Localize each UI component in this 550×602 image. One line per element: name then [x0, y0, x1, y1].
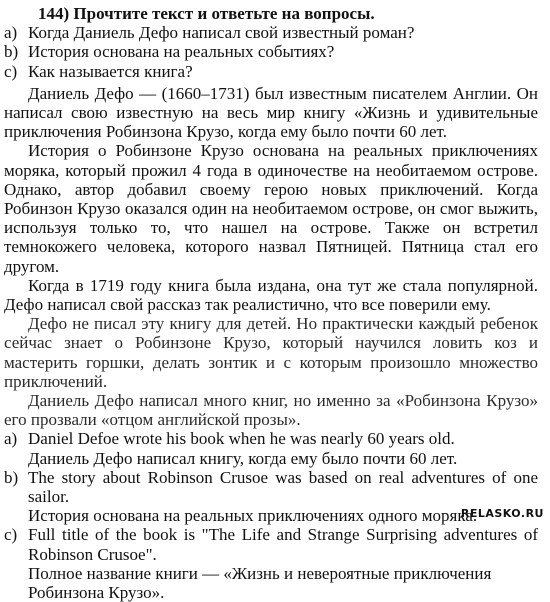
answer-russian: Даниель Дефо написал книгу, когда ему было почти 60 лет. — [28, 448, 458, 468]
paragraph: Когда в 1719 году книга была издана, она тут же стала популярной. Дефо написал свой рассказ так реалистично, что все поверили ему. — [4, 275, 538, 315]
question-item — [4, 62, 542, 81]
answer-russian: История основана на реальных приключениях одного моряка. — [28, 506, 478, 526]
paragraph: Дефо не писал эту книгу для детей. Но практически каждый ребенок сейчас знает о Робинзоне Крузо, который научился ловить коз и мастерить горшки, делать зонтик и с которым произошло множество приключений. — [4, 314, 538, 391]
question-marker: c) — [4, 61, 18, 81]
answer-marker: b) — [4, 467, 19, 487]
reading-text — [4, 84, 542, 430]
answer-russian: Полное название книги — «Жизнь и невероятные приключения Робинзона Крузо». — [28, 563, 492, 602]
answer-english: The story about Robinson Crusoe was based on real adventures of one sailor. — [28, 467, 538, 507]
answer-english: Full title of the book is "The Life and Strange Surprising adventures of Robinson Crusoe". — [28, 525, 538, 564]
question-text: Когда Даниель Дефо написал свой известный роман? — [28, 23, 415, 43]
question-item — [4, 42, 542, 61]
task-title: 144) Прочтите текст и ответьте на вопросы. — [38, 4, 375, 23]
question-text: История основана на реальных событиях? — [28, 42, 335, 62]
question-marker: a) — [4, 23, 18, 43]
paragraph: История о Робинзоне Крузо основана на реальных приключениях моряка, который прожил 4 года в одиночестве на необитаемом острове. Однако, автор добавил своему герою новых приключений. Когда Робинзон Крузо оказался один на необитаемом острове, он смог выжить, используя только то, что нашел на острове. Также он встретил темнокожего человека, которого назвал Пятницей. Пятница стал его другом. — [4, 141, 538, 276]
paragraph: Даниель Дефо — (1660–1731) был известным писателем Англии. Он написал свою известную на весь мир книгу «Жизнь и удивительные приключения Робинзона Крузо, когда ему было почти 60 лет. — [4, 83, 538, 142]
question-list — [4, 23, 542, 81]
answer-marker: a) — [4, 429, 18, 449]
question-text: Как называется книга? — [28, 61, 193, 81]
answer-english: Daniel Defoe wrote his book when he was nearly 60 years old. — [28, 429, 455, 449]
answer-marker: c) — [4, 525, 18, 545]
question-marker: b) — [4, 42, 19, 62]
site-watermark: RELASKO.RU — [460, 506, 544, 520]
paragraph: Даниель Дефо написал много книг, но именно за «Робинзона Крузо» его прозвали «отцом английской прозы». — [4, 391, 538, 430]
answer-item — [4, 525, 542, 602]
answer-item — [4, 429, 542, 467]
question-item — [4, 23, 542, 42]
